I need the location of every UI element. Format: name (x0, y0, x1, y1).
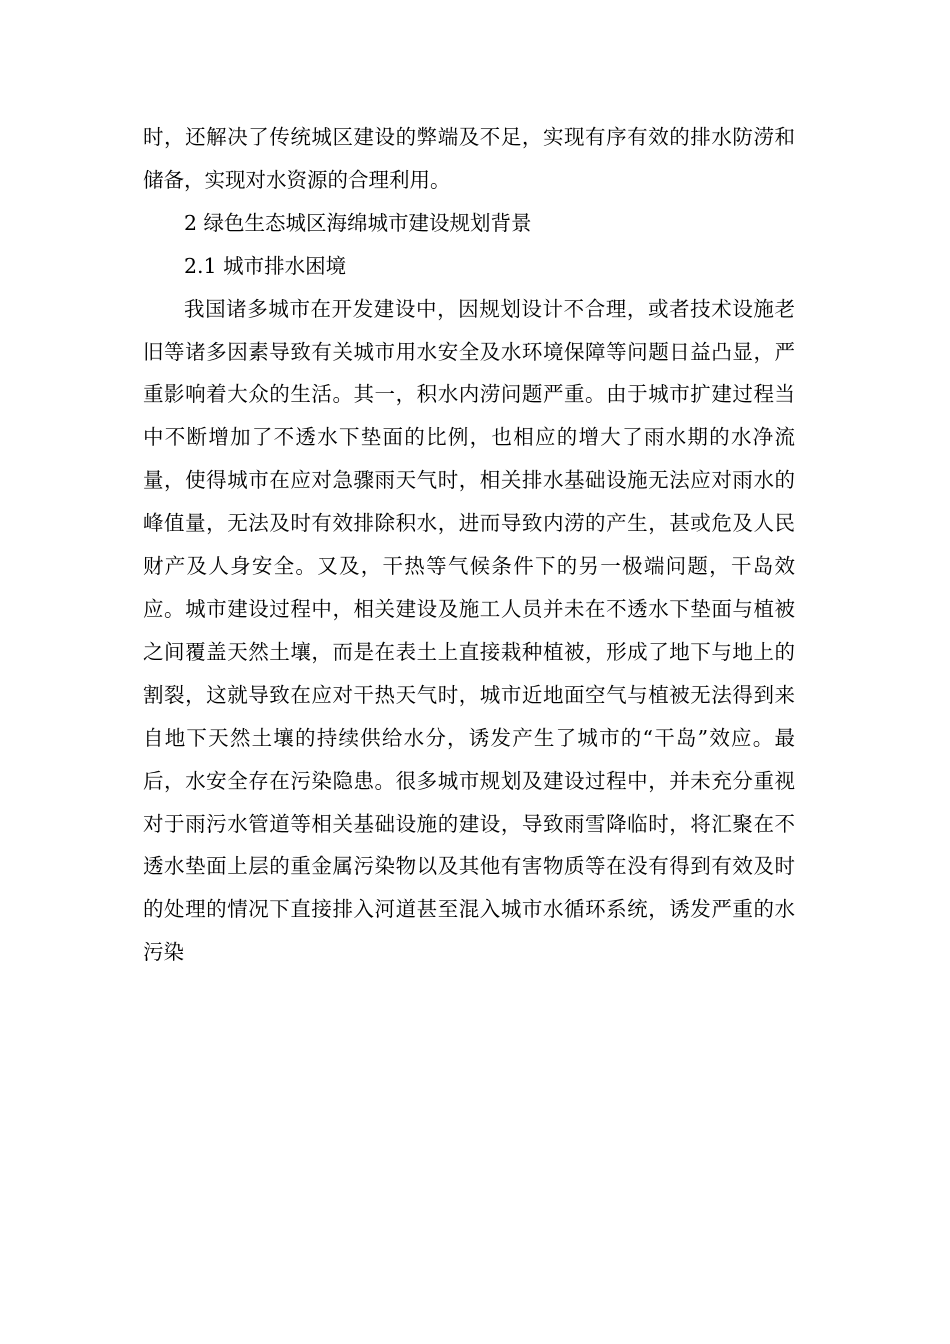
subsection-heading: 2.1 城市排水困境 (184, 253, 347, 278)
section-heading: 2 绿色生态城区海绵城市建设规划背景 (184, 210, 532, 235)
body-paragraph: 我国诸多城市在开发建设中，因规划设计不合理，或者技术设施老旧等诸多因素导致有关城市用水安全及水环境保障等问题日益凸显，严重影响着大众的生活。其一，积水内涝问题严重。由于城市扩建过程当中不断增加了不透水下垫面的比例，也相应的增大了雨水期的水净流量，使得城市在应对急骤雨天气时，相关排水基础设施无法应对雨水的峰值量，无法及时有效排除积水，进而导致内涝的产生，甚或危及人民财产及人身安全。又及，干热等气候条件下的另一极端问题，干岛效应。城市建设过程中，相关建设及施工人员并未在不透水下垫面与植被之间覆盖天然土壤，而是在表土上直接栽种植被，形成了地下与地上的割裂，这就导致在应对干热天气时，城市近地面空气与植被无法得到来自地下天然土壤的持续供给水分，诱发产生了城市的“干岛”效应。最后，水安全存在污染隐患。很多城市规划及建设过程中，并未充分重视对于雨污水管道等相关基础设施的建设，导致雨雪降临时，将汇聚在不透水垫面上层的重金属污染物以及其他有害物质等在没有得到有效及时的处理的情况下直接排入河道甚至混入城市水循环系统，诱发严重的水污染 (143, 296, 795, 965)
document-page (143, 116, 795, 974)
continued-paragraph: 时，还解决了传统城区建设的弊端及不足，实现有序有效的排水防涝和储备，实现对水资源的合理利用。 (143, 125, 795, 192)
